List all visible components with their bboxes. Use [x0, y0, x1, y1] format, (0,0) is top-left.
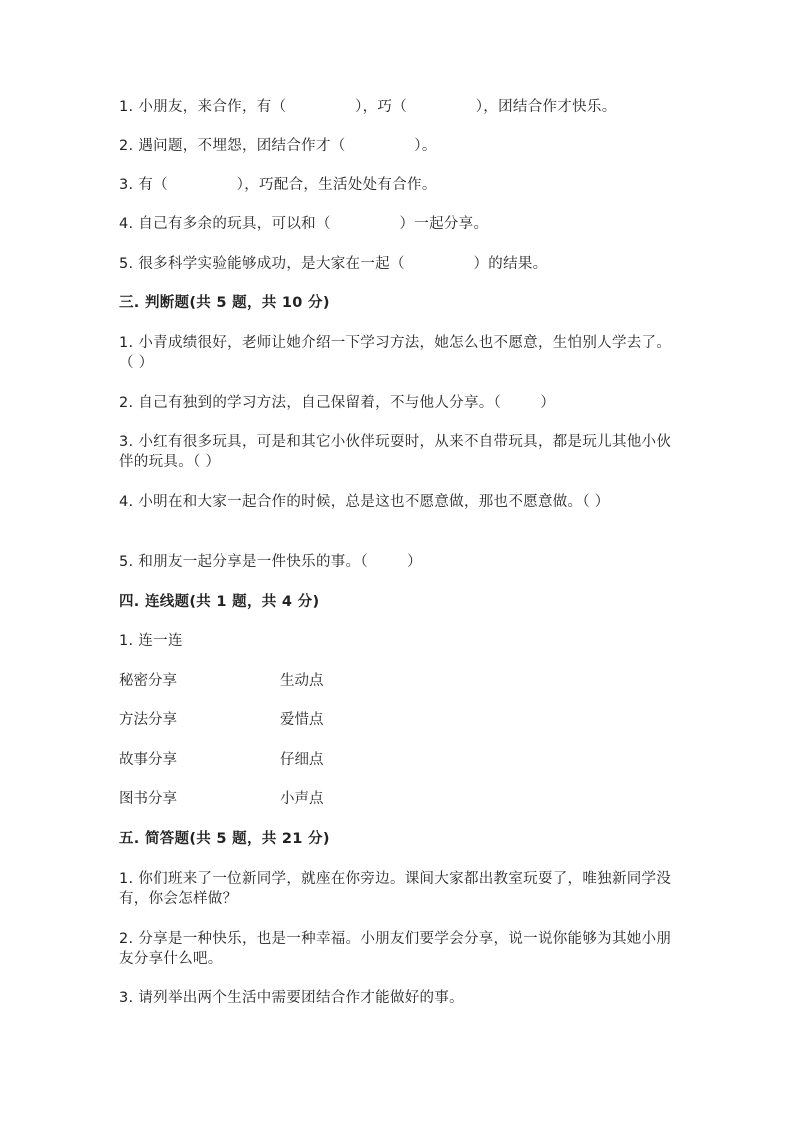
fill-blank-item: 3. 有（ ），巧配合，生活处处有合作。: [119, 177, 437, 193]
matching-right-item: 爱惜点: [280, 712, 324, 728]
judgement-item: 1. 小青成绩很好，老师让她介绍一下学习方法，她怎么也不愿意，生怕别人学去了。（ ）: [119, 335, 672, 371]
matching-left-item: 故事分享: [119, 752, 177, 768]
fill-blank-item: 2. 遇问题，不埋怨，团结合作才（ ）。: [119, 138, 437, 154]
fill-blank-item: 1. 小朋友，来合作，有（ ），巧（ ），团结合作才快乐。: [119, 99, 617, 115]
judgement-item: 2. 自己有独到的学习方法，自己保留着，不与他人分享。（ ）: [119, 395, 556, 411]
short-answer-item: 1. 你们班来了一位新同学，就座在你旁边。课间大家都出教室玩耍了，唯独新同学没有，你会怎样做？: [119, 871, 672, 907]
section-heading: 三. 判断题(共 5 题，共 10 分): [119, 295, 330, 311]
matching-right-item: 生动点: [280, 673, 324, 689]
judgement-item: 3. 小红有很多玩具，可是和其它小伙伴玩耍时，从来不自带玩具，都是玩儿其他小伙伴的玩具。（ ）: [119, 434, 672, 470]
matching-right-item: 仔细点: [280, 752, 324, 768]
section-heading: 五. 简答题(共 5 题，共 21 分): [119, 831, 330, 847]
matching-left-item: 图书分享: [119, 791, 177, 807]
matching-left-item: 秘密分享: [119, 673, 177, 689]
short-answer-item: 2. 分享是一种快乐，也是一种幸福。小朋友们要学会分享，说一说你能够为其她小朋友分享什么吧。: [119, 931, 672, 967]
matching-left-item: 方法分享: [119, 712, 177, 728]
matching-right-item: 小声点: [280, 791, 324, 807]
fill-blank-item: 5. 很多科学实验能够成功，是大家在一起（ ）的结果。: [119, 256, 548, 272]
judgement-item: 4. 小明在和大家一起合作的时候，总是这也不愿意做，那也不愿意做。（ ）: [119, 494, 610, 510]
short-answer-item: 3. 请列举出两个生活中需要团结合作才能做好的事。: [119, 990, 464, 1006]
section-heading: 四. 连线题(共 1 题，共 4 分): [119, 594, 320, 610]
matching-question: 1. 连一连: [119, 633, 183, 649]
fill-blank-item: 4. 自己有多余的玩具，可以和（ ）一起分享。: [119, 216, 489, 232]
judgement-item: 5. 和朋友一起分享是一件快乐的事。（ ）: [119, 554, 422, 570]
